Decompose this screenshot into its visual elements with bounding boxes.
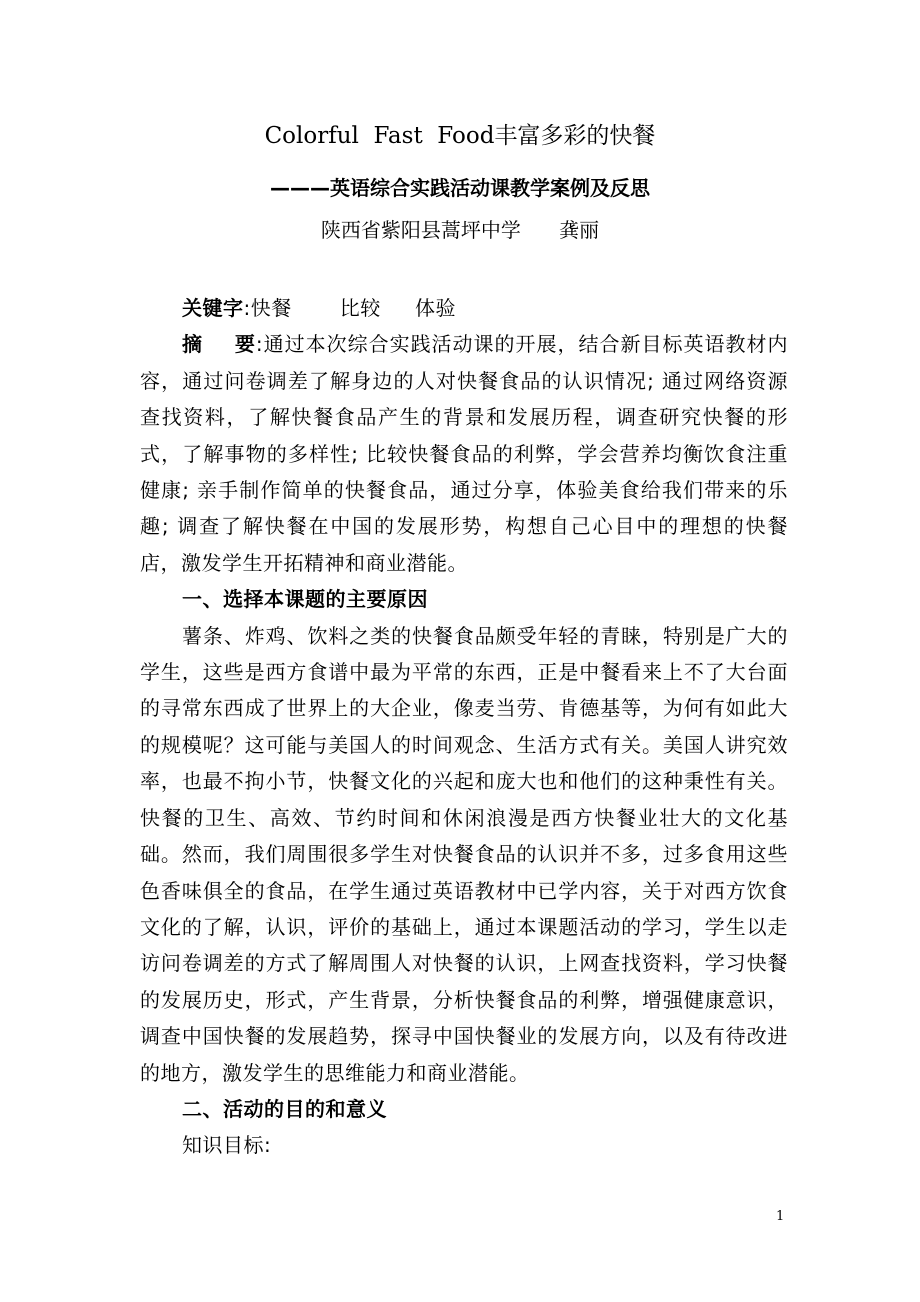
keywords-line — [140, 290, 788, 326]
document-body — [140, 290, 788, 1164]
section2-heading: 二、活动的目的和意义 — [182, 1096, 387, 1121]
abstract-label: 摘 要 — [182, 332, 256, 357]
keywords-values: 快餐 比较 体验 — [250, 296, 457, 320]
abstract-separator: : — [255, 332, 264, 357]
keywords-label: 关键字 — [182, 296, 244, 320]
section1-heading: 一、选择本课题的主要原因 — [182, 587, 428, 612]
abstract-paragraph — [140, 326, 788, 581]
document-title: Colorful Fast Food丰富多彩的快餐 — [264, 123, 656, 149]
keywords-separator: : — [243, 296, 251, 320]
document-subtitle: ———英语综合实践活动课教学案例及反思 — [270, 176, 650, 200]
page-number: 1 — [776, 1209, 785, 1224]
author-line: 陕西省紫阳县蒿坪中学 龚丽 — [320, 218, 600, 242]
abstract-text: 通过本次综合实践活动课的开展，结合新目标英语教材内容，通过问卷调差了解身边的人对快餐食品的认识情况; 通过网络资源查找资料，了解快餐食品产生的背景和发展历程，调查研究快餐的形式，了解事物的多样性; 比较快餐食品的利弊，学会营养均衡饮食注重健康; 亲手制作简单的快餐食品，通过分享，体验美食给我们带来的乐趣; 调查了解快餐在中国的发展形势，构想自己心目中的理想的快餐店，激发学生开拓精神和商业潜能。 — [140, 332, 789, 575]
section2-subheading: 知识目标: — [182, 1133, 272, 1158]
section1-paragraph: 薯条、炸鸡、饮料之类的快餐食品颇受年轻的青睐，特别是广大的学生，这些是西方食谱中最为平常的东西，正是中餐看来上不了大台面的寻常东西成了世界上的大企业，像麦当劳、肯德基等，为何有如此大的规模呢？这可能与美国人的时间观念、生活方式有关。美国人讲究效率，也最不拘小节，快餐文化的兴起和庞大也和他们的这种秉性有关。快餐的卫生、高效、节约时间和休闲浪漫是西方快餐业壮大的文化基础。然而，我们周围很多学生对快餐食品的认识并不多，过多食用这些色香味俱全的食品，在学生通过英语教材中已学内容，关于对西方饮食文化的了解，认识，评价的基础上，通过本课题活动的学习，学生以走访问卷调差的方式了解周围人对快餐的认识，上网查找资料，学习快餐的发展历史，形式，产生背景，分析快餐食品的利弊，增强健康意识，调查中国快餐的发展趋势，探寻中国快餐业的发展方向，以及有待改进的地方，激发学生的思维能力和商业潜能。 — [140, 623, 788, 1085]
